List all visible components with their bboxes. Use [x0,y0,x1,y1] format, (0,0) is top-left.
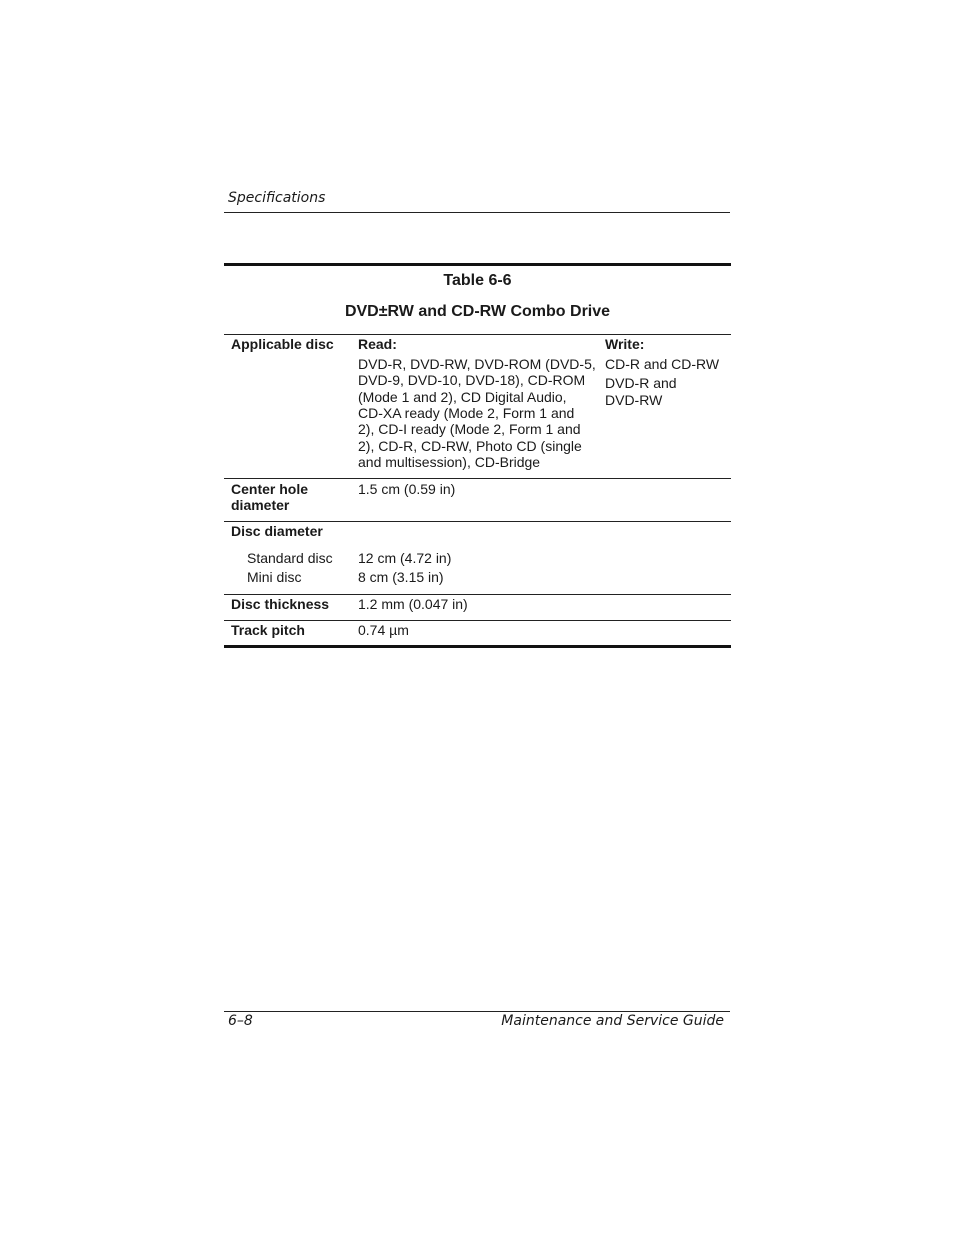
table-header-rule [224,334,731,335]
standard-disc-label: Standard disc [247,550,333,566]
read-line: DVD-9, DVD-10, DVD-18), CD-ROM [358,372,586,388]
guide-title: Maintenance and Service Guide [501,1013,724,1029]
write-line: DVD-R and [605,375,677,391]
read-line: 2), CD-R, CD-RW, Photo CD (single [358,438,582,454]
read-line: (Mode 1 and 2), CD Digital Audio, [358,389,567,405]
table-title: DVD±RW and CD-RW Combo Drive [344,303,611,320]
read-line: DVD-R, DVD-RW, DVD-ROM (DVD-5, [358,356,596,372]
page-number: 6–8 [228,1013,253,1029]
mini-disc-label: Mini disc [247,569,302,585]
center-hole-label-line2: diameter [231,497,290,513]
read-line: 2), CD-I ready (Mode 2, Form 1 and [358,421,581,437]
row-divider [224,478,731,479]
read-heading: Read: [358,336,397,352]
running-head: Specifications [228,190,326,206]
center-hole-label: Center hole [231,481,309,497]
write-line: DVD-RW [605,392,663,408]
read-line: and multisession), CD-Bridge [358,454,541,470]
track-pitch-label: Track pitch [231,622,305,638]
row-divider [224,594,731,595]
table-bottom-rule [224,645,731,648]
read-line: CD-XA ready (Mode 2, Form 1 and [358,405,575,421]
track-pitch-value: 0.74 µm [358,622,409,638]
header-rule [224,212,730,213]
table-top-rule [224,263,731,266]
row-divider [224,620,731,621]
row-divider [224,521,731,522]
mini-disc-value: 8 cm (3.15 in) [358,569,444,585]
applicable-disc-label: Applicable disc [231,336,334,352]
standard-disc-value: 12 cm (4.72 in) [358,550,452,566]
write-heading: Write: [605,336,645,352]
footer-rule [224,1011,730,1012]
table-number: Table 6-6 [443,272,512,289]
write-line: CD-R and CD-RW [605,356,720,372]
center-hole-value: 1.5 cm (0.59 in) [358,481,456,497]
disc-thickness-label: Disc thickness [231,596,330,612]
disc-diameter-label: Disc diameter [231,523,323,539]
disc-thickness-value: 1.2 mm (0.047 in) [358,596,468,612]
